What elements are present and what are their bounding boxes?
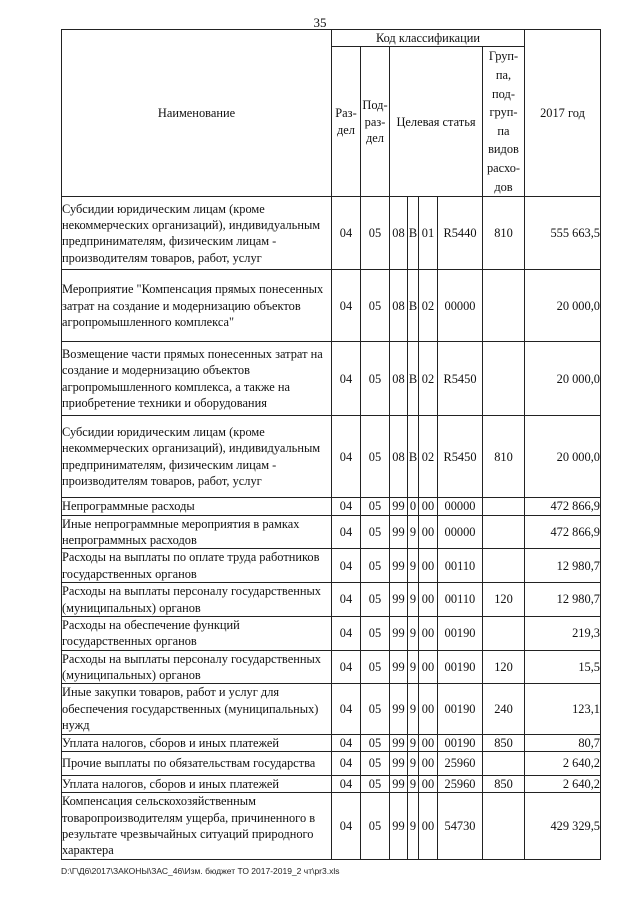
direction-code-cell: 00110 [438, 549, 483, 583]
subprogram-code-cell: 9 [408, 549, 419, 583]
row-name: Мероприятие "Компенсация прямых понесенных затрат на создание и модернизацию объектов агропромышленного комплекса" [62, 270, 332, 342]
direction-code-cell: 25960 [438, 751, 483, 775]
program-code-cell: 99 [390, 684, 408, 734]
direction-code-cell: 00000 [438, 270, 483, 342]
direction-code-cell: 00110 [438, 583, 483, 617]
direction-code-cell: 00190 [438, 650, 483, 684]
row-name: Иные непрограммные мероприятия в рамках непрограммных расходов [62, 515, 332, 549]
table-row [62, 684, 601, 734]
file-path-footer: D:\Г\Д6\2017\ЗАКОНЫ\ЗАС_46\Изм. бюджет ТО 2017-2019_2 чт\pr3.xls [61, 866, 340, 876]
table-row [62, 793, 601, 860]
event-code-cell: 00 [419, 734, 438, 751]
row-name: Расходы на выплаты персоналу государственных (муниципальных) органов [62, 650, 332, 684]
subprogram-code-cell: 9 [408, 583, 419, 617]
page-number: 35 [313, 15, 327, 30]
razdel-cell: 04 [332, 751, 361, 775]
program-code-cell: 99 [390, 616, 408, 650]
row-name: Компенсация сельскохозяйственным товаропроизводителям ущерба, причиненного в результате чрезвычайных ситуаций природного характера [62, 793, 332, 860]
program-code-cell: 08 [390, 416, 408, 498]
row-name: Расходы на выплаты персоналу государственных (муниципальных) органов [62, 583, 332, 617]
event-code-cell: 02 [419, 270, 438, 342]
podrazdel-cell: 05 [361, 734, 390, 751]
podrazdel-cell: 05 [361, 270, 390, 342]
podrazdel-cell: 05 [361, 416, 390, 498]
row-name: Уплата налогов, сборов и иных платежей [62, 775, 332, 792]
program-code-cell: 99 [390, 775, 408, 792]
header-year: 2017 год [525, 30, 601, 197]
event-code-cell: 01 [419, 197, 438, 270]
expense-type-cell [483, 498, 525, 515]
amount-cell: 123,1 [525, 684, 601, 734]
podrazdel-cell: 05 [361, 684, 390, 734]
event-code-cell: 00 [419, 793, 438, 860]
table-row [62, 342, 601, 416]
amount-cell: 15,5 [525, 650, 601, 684]
expense-type-cell: 120 [483, 650, 525, 684]
expense-type-cell [483, 549, 525, 583]
program-code-cell: 99 [390, 751, 408, 775]
event-code-cell: 00 [419, 498, 438, 515]
program-code-cell: 08 [390, 197, 408, 270]
podrazdel-cell: 05 [361, 583, 390, 617]
subprogram-code-cell: 9 [408, 650, 419, 684]
direction-code-cell: R5450 [438, 416, 483, 498]
razdel-cell: 04 [332, 734, 361, 751]
event-code-cell: 02 [419, 416, 438, 498]
table-row [62, 416, 601, 498]
header-razdel: Раз- дел [332, 47, 361, 197]
amount-cell: 472 866,9 [525, 498, 601, 515]
razdel-cell: 04 [332, 342, 361, 416]
program-code-cell: 08 [390, 270, 408, 342]
podrazdel-cell: 05 [361, 197, 390, 270]
table-row [62, 498, 601, 515]
amount-cell: 12 980,7 [525, 549, 601, 583]
subprogram-code-cell: 9 [408, 515, 419, 549]
subprogram-code-cell: В [408, 270, 419, 342]
table-row [62, 751, 601, 775]
expense-type-cell [483, 751, 525, 775]
row-name: Возмещение части прямых понесенных затрат на создание и модернизацию объектов агропромышленного комплекса, а также на приобретение техники и оборудования [62, 342, 332, 416]
header-tselevaya: Целевая статья [390, 47, 483, 197]
table-body [62, 197, 601, 860]
direction-code-cell: R5450 [438, 342, 483, 416]
table-row [62, 549, 601, 583]
event-code-cell: 00 [419, 549, 438, 583]
table-row [62, 197, 601, 270]
row-name: Непрограммные расходы [62, 498, 332, 515]
program-code-cell: 99 [390, 793, 408, 860]
podrazdel-cell: 05 [361, 650, 390, 684]
amount-cell: 2 640,2 [525, 775, 601, 792]
table-row [62, 650, 601, 684]
razdel-cell: 04 [332, 416, 361, 498]
razdel-cell: 04 [332, 684, 361, 734]
direction-code-cell: R5440 [438, 197, 483, 270]
event-code-cell: 00 [419, 751, 438, 775]
direction-code-cell: 00000 [438, 515, 483, 549]
amount-cell: 555 663,5 [525, 197, 601, 270]
podrazdel-cell: 05 [361, 775, 390, 792]
row-name: Расходы на выплаты по оплате труда работников государственных органов [62, 549, 332, 583]
row-name: Иные закупки товаров, работ и услуг для обеспечения государственных (муниципальных) нужд [62, 684, 332, 734]
program-code-cell: 99 [390, 583, 408, 617]
subprogram-code-cell: В [408, 197, 419, 270]
razdel-cell: 04 [332, 270, 361, 342]
expense-type-cell [483, 793, 525, 860]
razdel-cell: 04 [332, 549, 361, 583]
expense-type-cell: 850 [483, 775, 525, 792]
header-code: Код классификации [332, 30, 525, 47]
direction-code-cell: 00190 [438, 616, 483, 650]
expense-type-cell [483, 515, 525, 549]
event-code-cell: 00 [419, 616, 438, 650]
event-code-cell: 00 [419, 515, 438, 549]
amount-cell: 2 640,2 [525, 751, 601, 775]
program-code-cell: 08 [390, 342, 408, 416]
podrazdel-cell: 05 [361, 515, 390, 549]
expense-type-cell: 850 [483, 734, 525, 751]
subprogram-code-cell: 9 [408, 684, 419, 734]
program-code-cell: 99 [390, 498, 408, 515]
event-code-cell: 00 [419, 583, 438, 617]
expense-type-cell: 240 [483, 684, 525, 734]
row-name: Уплата налогов, сборов и иных платежей [62, 734, 332, 751]
direction-code-cell: 25960 [438, 775, 483, 792]
amount-cell: 20 000,0 [525, 342, 601, 416]
subprogram-code-cell: 9 [408, 616, 419, 650]
event-code-cell: 02 [419, 342, 438, 416]
razdel-cell: 04 [332, 515, 361, 549]
program-code-cell: 99 [390, 515, 408, 549]
subprogram-code-cell: 0 [408, 498, 419, 515]
row-name: Прочие выплаты по обязательствам государства [62, 751, 332, 775]
podrazdel-cell: 05 [361, 616, 390, 650]
expense-type-cell: 120 [483, 583, 525, 617]
subprogram-code-cell: 9 [408, 775, 419, 792]
table-row [62, 270, 601, 342]
row-name: Расходы на обеспечение функций государственных органов [62, 616, 332, 650]
program-code-cell: 99 [390, 549, 408, 583]
row-name: Субсидии юридическим лицам (кроме некоммерческих организаций), индивидуальным предпринимателям, физическим лицам - производителям товаров, работ, услуг [62, 416, 332, 498]
razdel-cell: 04 [332, 197, 361, 270]
razdel-cell: 04 [332, 616, 361, 650]
table-row [62, 734, 601, 751]
subprogram-code-cell: 9 [408, 751, 419, 775]
amount-cell: 20 000,0 [525, 270, 601, 342]
event-code-cell: 00 [419, 650, 438, 684]
header-name: Наименование [62, 30, 332, 197]
subprogram-code-cell: 9 [408, 793, 419, 860]
header-gruppa: Груп- па, под- груп- па видов расхо- дов [483, 47, 525, 197]
expense-type-cell [483, 616, 525, 650]
amount-cell: 12 980,7 [525, 583, 601, 617]
expense-type-cell [483, 342, 525, 416]
expense-type-cell [483, 270, 525, 342]
podrazdel-cell: 05 [361, 793, 390, 860]
amount-cell: 429 329,5 [525, 793, 601, 860]
event-code-cell: 00 [419, 684, 438, 734]
direction-code-cell: 00000 [438, 498, 483, 515]
row-name: Субсидии юридическим лицам (кроме некоммерческих организаций), индивидуальным предпринимателям, физическим лицам - производителям товаров, работ, услуг [62, 197, 332, 270]
direction-code-cell: 00190 [438, 734, 483, 751]
razdel-cell: 04 [332, 793, 361, 860]
podrazdel-cell: 05 [361, 549, 390, 583]
podrazdel-cell: 05 [361, 751, 390, 775]
amount-cell: 80,7 [525, 734, 601, 751]
subprogram-code-cell: В [408, 416, 419, 498]
razdel-cell: 04 [332, 650, 361, 684]
subprogram-code-cell: В [408, 342, 419, 416]
razdel-cell: 04 [332, 583, 361, 617]
expense-type-cell: 810 [483, 197, 525, 270]
budget-table [61, 29, 601, 860]
podrazdel-cell: 05 [361, 342, 390, 416]
amount-cell: 472 866,9 [525, 515, 601, 549]
podrazdel-cell: 05 [361, 498, 390, 515]
table-row [62, 583, 601, 617]
direction-code-cell: 00190 [438, 684, 483, 734]
program-code-cell: 99 [390, 650, 408, 684]
amount-cell: 20 000,0 [525, 416, 601, 498]
razdel-cell: 04 [332, 775, 361, 792]
table-row [62, 775, 601, 792]
event-code-cell: 00 [419, 775, 438, 792]
razdel-cell: 04 [332, 498, 361, 515]
header-podrazdel: Под- раз- дел [361, 47, 390, 197]
subprogram-code-cell: 9 [408, 734, 419, 751]
expense-type-cell: 810 [483, 416, 525, 498]
table-row [62, 616, 601, 650]
program-code-cell: 99 [390, 734, 408, 751]
direction-code-cell: 54730 [438, 793, 483, 860]
table-row [62, 515, 601, 549]
amount-cell: 219,3 [525, 616, 601, 650]
